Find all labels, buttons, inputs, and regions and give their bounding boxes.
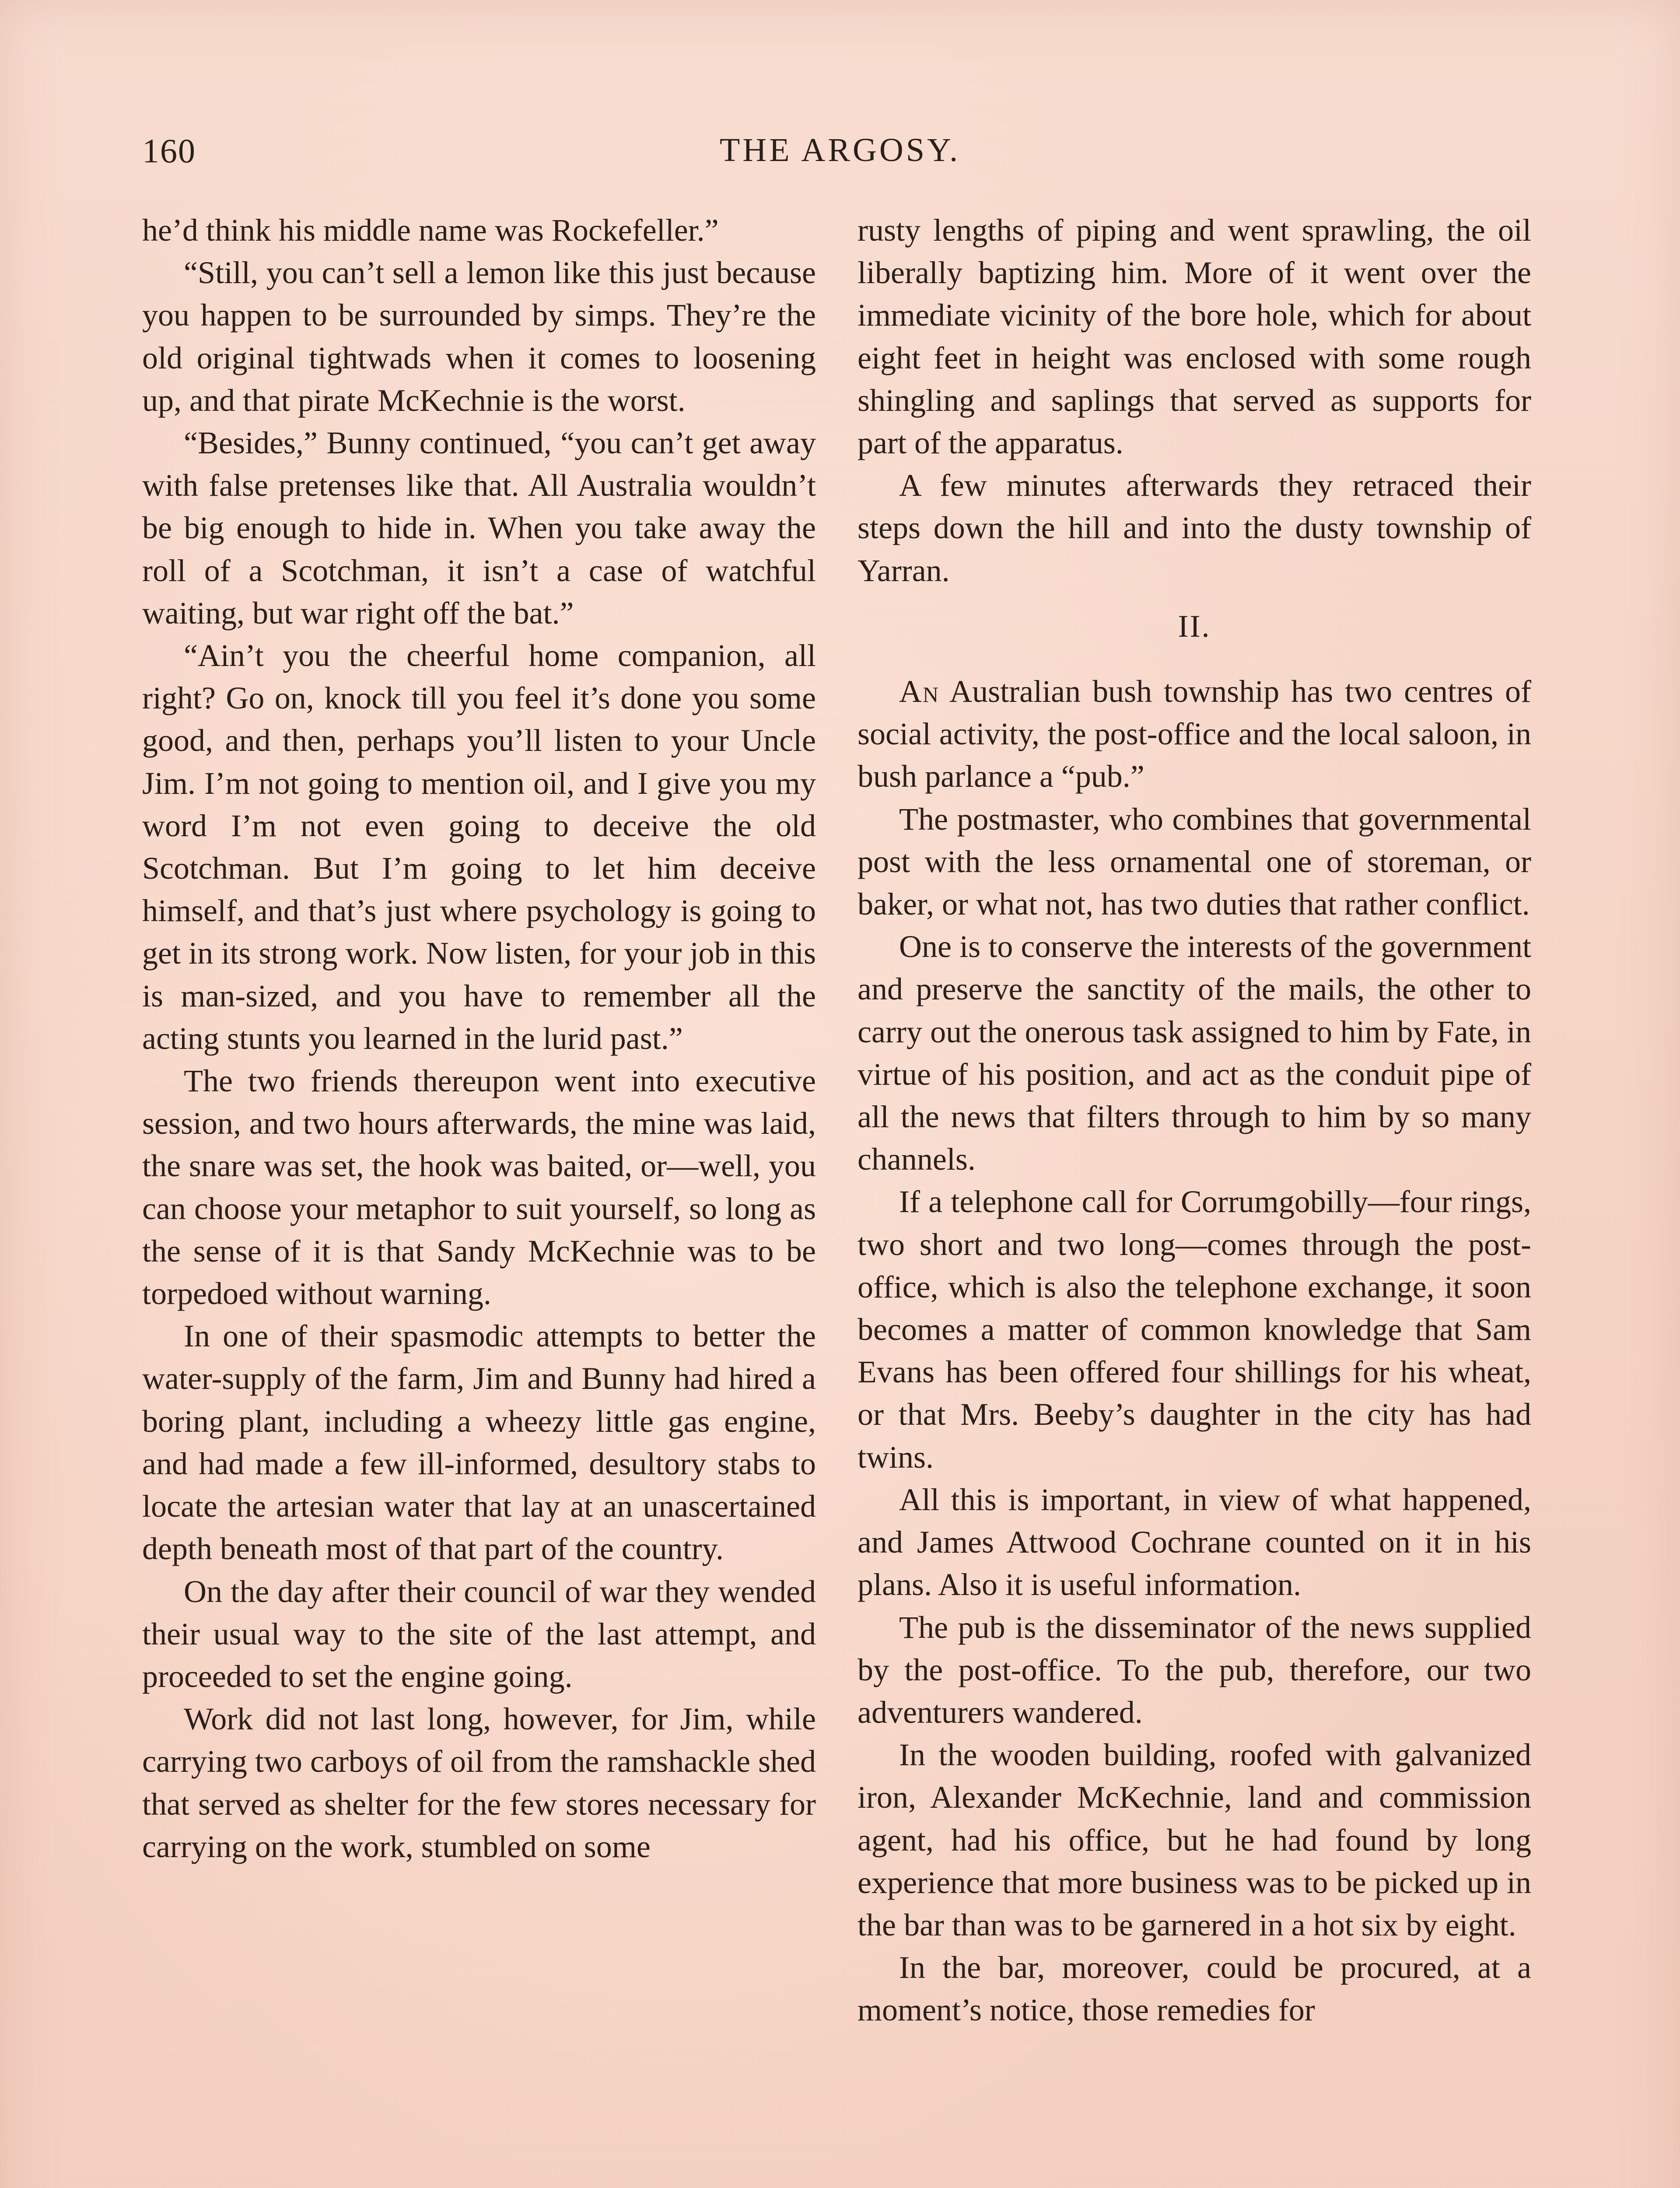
- paragraph: “Ain’t you the cheerful home companion, all right? Go on, knock till you feel it’s done you some good, and then, perhaps you’ll listen to your Uncle Jim. I’m not going to mention oil, and I give you my word I’m not even going to deceive the old Scotchman. But I’m going to let him deceive himself, and that’s just where psychology is going to get in its strong work. Now listen, for your job in this is man-sized, and you have to remember all the acting stunts you learned in the lurid past.”: [142, 638, 816, 1056]
- section-opening-paragraph: [858, 670, 1531, 798]
- paragraph: In the wooden building, roofed with galvanized iron, Alexander McKechnie, land and commission agent, had his office, but he had found by long experience that more business was to be picked up in the bar than was to be garnered in a hot six by eight.: [858, 1737, 1531, 1943]
- paragraph: If a telephone call for Corrumgobilly—four rings, two short and two long—comes through the post-office, which is also the telephone exchange, it soon becomes a matter of common knowledge that Sam Evans has been offered four shillings for his wheat, or that Mrs. Beeby’s daughter in the city has had twins.: [858, 1184, 1531, 1475]
- journal-title: THE ARGOSY.: [719, 132, 961, 168]
- paragraph: he’d think his middle name was Rockefeller.”: [142, 213, 719, 248]
- paragraph: Work did not last long, however, for Jim, while carrying two carboys of oil from the ramshackle shed that served as shelter for the few stores necessary for carrying on the work, stumbled on some: [142, 1701, 816, 1864]
- paragraph: In the bar, moreover, could be procured, at a moment’s notice, those remedies for: [858, 1950, 1531, 2028]
- right-text-column: [858, 209, 1531, 2032]
- paragraph: “Besides,” Bunny continued, “you can’t get away with false pretenses like that. All Australia wouldn’t be big enough to hide in. When you take away the roll of a Scotchman, it isn’t a case of watchful waiting, but war right off the bat.”: [142, 425, 816, 631]
- section-heading: II.: [1178, 608, 1211, 644]
- paragraph: On the day after their council of war they wended their usual way to the site of the last attempt, and proceeded to set the engine going.: [142, 1574, 816, 1694]
- page-number: 160: [142, 132, 196, 170]
- paragraph: One is to conserve the interests of the government and preserve the sanctity of the mails, the other to carry out the onerous task assigned to him by Fate, in virtue of his position, and act as the conduit pipe of all the news that filters through to him by so many channels.: [858, 929, 1531, 1177]
- section-first-text: Australian bush township has two centres of social activity, the post-office and the local saloon, in bush parlance a “pub.”: [858, 674, 1531, 794]
- paragraph: The pub is the disseminator of the news supplied by the post-office. To the pub, therefore, our two adventurers wandered.: [858, 1609, 1531, 1730]
- section-first-word: An: [899, 674, 940, 709]
- paragraph: All this is important, in view of what happened, and James Attwood Cochrane counted on it in his plans. Also it is useful information.: [858, 1482, 1531, 1602]
- running-head: [0, 131, 1680, 179]
- paragraph: In one of their spasmodic attempts to better the water-supply of the farm, Jim and Bunny had hired a boring plant, including a wheezy little gas engine, and had made a few ill-informed, desultory stabs to locate the artesian water that lay at an unascertained depth beneath most of that part of the country.: [142, 1318, 816, 1567]
- paragraph: “Still, you can’t sell a lemon like this just because you happen to be surrounded by simps. They’re the old original tightwads when it comes to loosening up, and that pirate McKechnie is the worst.: [142, 255, 816, 418]
- left-text-column: [142, 209, 816, 1868]
- paragraph: rusty lengths of piping and went sprawling, the oil liberally baptizing him. More of it went over the immediate vicinity of the bore hole, which for about eight feet in height was enclosed with some rough shingling and saplings that served as supports for part of the apparatus.: [858, 213, 1531, 461]
- paragraph: A few minutes afterwards they retraced their steps down the hill and into the dusty township of Yarran.: [858, 468, 1531, 588]
- paragraph: The postmaster, who combines that governmental post with the less ornamental one of storeman, or baker, or what not, has two duties that rather conflict.: [858, 801, 1531, 922]
- paragraph: The two friends thereupon went into executive session, and two hours afterwards, the mine was laid, the snare was set, the hook was baited, or—well, you can choose your metaphor to suit yourself, so long as the sense of it is that Sandy McKechnie was to be torpedoed without warning.: [142, 1063, 816, 1311]
